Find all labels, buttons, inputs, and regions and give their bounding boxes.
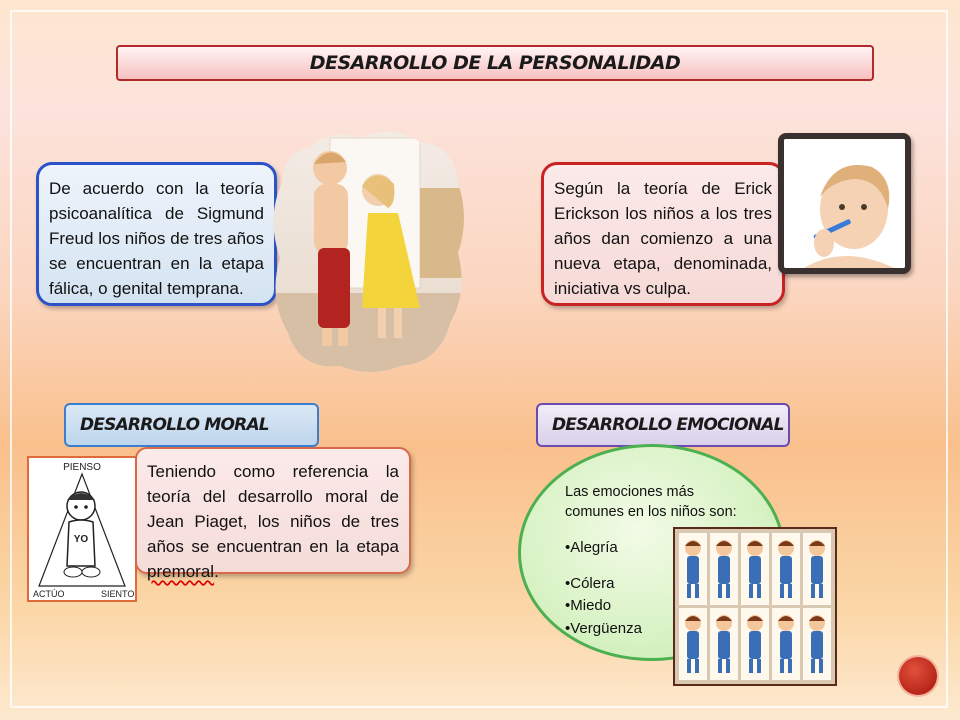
label-actuo: ACTÚO bbox=[33, 589, 65, 599]
emotion-item: •Miedo bbox=[565, 597, 612, 614]
emotional-heading-label: DESARROLLO EMOCIONAL bbox=[552, 415, 784, 435]
emotion-item: •Cólera bbox=[565, 575, 615, 592]
emotion-item: •Vergüenza bbox=[565, 620, 642, 637]
freud-text: De acuerdo con la teoría psicoanalítica de Sigmund Freud los niños de tres años se encuentran en la etapa fálica, o genital temprana. bbox=[49, 179, 264, 298]
erikson-text: Según la teoría de Erick Erickson los niños a los tres años dan comienzo a una nueva etapa, denominada, iniciativa vs culpa. bbox=[554, 179, 772, 298]
label-siento: SIENTO bbox=[101, 589, 135, 599]
toothbrush-child-photo bbox=[778, 133, 911, 274]
title-banner bbox=[116, 45, 874, 81]
children-photo bbox=[270, 128, 466, 372]
moral-heading-label: DESARROLLO MORAL bbox=[80, 415, 269, 435]
emotions-grid-image bbox=[673, 527, 837, 686]
label-yo: YO bbox=[73, 534, 89, 545]
label-pienso: PIENSO bbox=[63, 462, 101, 473]
piaget-text-end: . bbox=[214, 562, 219, 581]
piaget-text-premoral: premoral bbox=[147, 562, 215, 581]
piaget-textbox bbox=[135, 447, 411, 581]
erikson-textbox bbox=[541, 162, 785, 306]
next-slide-button[interactable] bbox=[899, 657, 937, 695]
page-title: DESARROLLO DE LA PERSONALIDAD bbox=[309, 52, 681, 74]
piaget-text: Teniendo como referencia la teoría del desarrollo moral de Jean Piaget, los niños de tres años se encuentran en la etapa bbox=[147, 462, 399, 556]
emotions-intro: Las emociones más comunes en los niños son: bbox=[565, 484, 737, 520]
yo-diagram-image bbox=[27, 456, 137, 602]
emotion-item: •Alegría bbox=[565, 539, 618, 556]
freud-textbox bbox=[36, 162, 277, 306]
emotional-heading bbox=[536, 403, 790, 447]
moral-heading bbox=[64, 403, 319, 447]
